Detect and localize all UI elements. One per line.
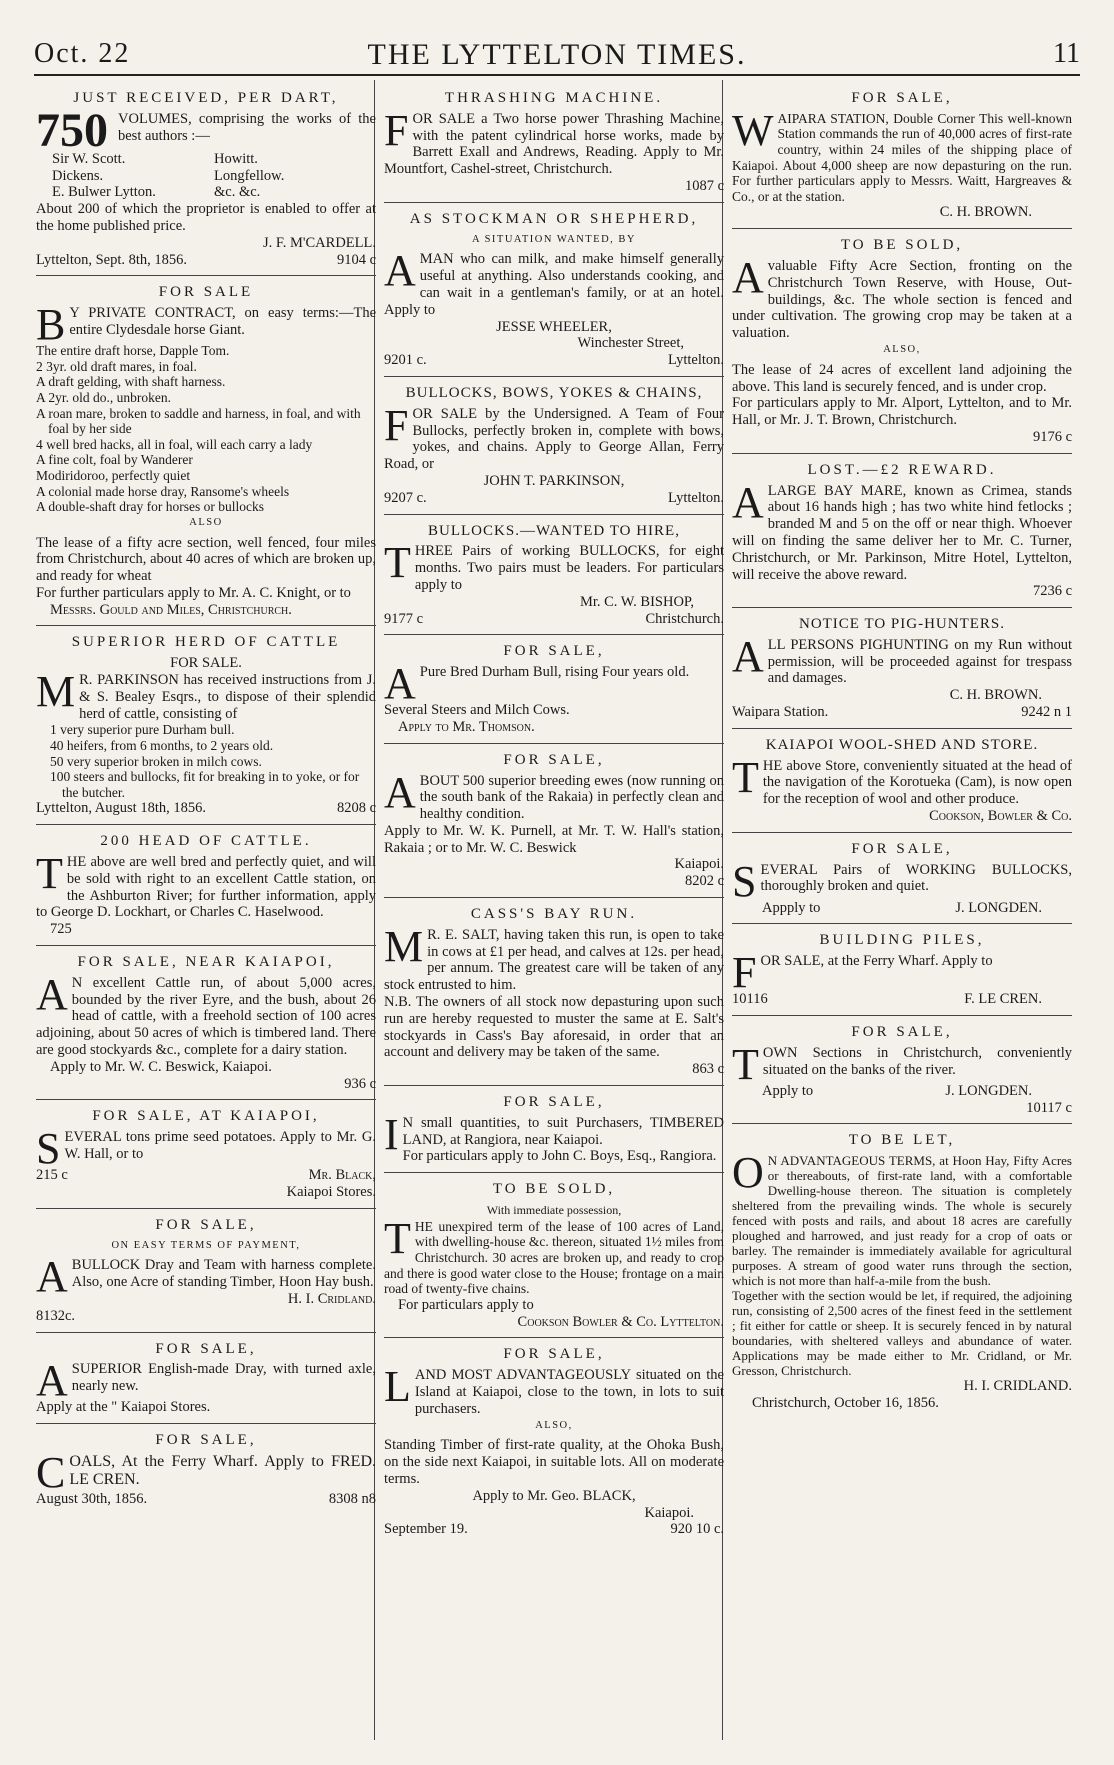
ad-text: valuable Fifty Acre Section, fronting on the Christchurch Town Reserve, with House, Out-buildings, &c. The whole section is fenced and under cultivation. The growing crop may be taken at a valuation. — [732, 257, 1072, 342]
ad-text: MAN who can milk, and make himself generally useful at anything. Also understands cooking, and can wait in a gentleman's family, or at an hotel. Apply to — [384, 251, 724, 318]
drop-cap: S — [732, 856, 757, 906]
ad-text: LARGE BAY MARE, known as Crimea, stands about 16 hands high ; has two white hind fetlocks ; branded M and 5 on the off or near thigh. Whoever will on finding the same deliver her to Mr. C. Turner, Christchurch, or Mr. Parkinson, Mitre Hotel, Lyttelton, will receive the above reward. — [732, 482, 1072, 583]
ad-ref: 10117 c — [1026, 1099, 1072, 1116]
ad-contact: JOHN T. PARKINSON, — [483, 472, 625, 489]
newspaper-title: THE LYTTELTON TIMES. — [367, 38, 747, 71]
ad-footer — [36, 1491, 376, 1508]
ad-200-head — [36, 825, 376, 946]
also-label: ALSO, — [535, 1419, 573, 1431]
ad-text: R. E. SALT, having taken this run, is open to take in cows at £1 per head, and calves at 12s. per head, per annum. The greatest care will be taken of any stock entrusted to him. — [384, 926, 724, 994]
ad-wool-shed — [732, 729, 1072, 833]
ad-ref: 9177 c — [384, 610, 424, 627]
list-item: 50 very superior broken in milch cows. — [50, 753, 262, 769]
issue-date: Oct. 22 — [34, 38, 131, 69]
ad-text: HE above are well bred and perfectly quiet, and will be sold with right to an excellent Cattle station, on the Ashburton River; for further information, apply to George D. Lockhart, or Charles C. Haselwood. — [36, 854, 376, 921]
ad-stockman — [384, 203, 724, 377]
ad-place: Lyttelton. — [668, 489, 724, 506]
drop-cap: A — [732, 477, 764, 527]
ad-ref: 920 10 c. — [670, 1521, 724, 1538]
ad-text: OWN Sections in Christchurch, conveniently situated on the banks of the river. — [762, 1044, 1072, 1078]
ad-contact: JESSE WHEELER, — [496, 318, 612, 335]
ad-body: Together with the section would be let, if required, the adjoining run, consisting of 2,500 acres of the finest feed in the settlement ; fit either for cattle or sheep. It is securely fenced in by natural boundaries, with sheltered valleys and abundance of water. Applications may be made either to Mr. Cridland, or Mr. Gresson, Christchurch. — [732, 1288, 1072, 1379]
ad-footer — [36, 1167, 376, 1184]
list-item: A draft gelding, with shaft harness. — [36, 374, 226, 390]
ad-body: The lease of 24 acres of excellent land adjoining the above. This land is securely fenced, and is under crop. — [732, 361, 1072, 395]
ad-text: HE above Store, conveniently situated at the head of the navigation of the Korotueka (Cam), is now open for the reception of wool and other produce. — [762, 757, 1072, 808]
ad-lease — [384, 1173, 724, 1338]
ad-body: Several Steers and Milch Cows. — [384, 702, 570, 719]
drop-cap: M — [384, 921, 424, 971]
ad-text: N small quantities, to suit Purchasers, TIMBERED LAND, at Rangiora, near Kaiapoi. — [402, 1114, 724, 1148]
big-number: 750 — [36, 103, 108, 157]
ad-text: N ADVANTAGEOUS TERMS, at Hoon Hay, Fifty Acres or thereabouts, of first-rate land, with a comfortable Dwelling-house thereon. The situation is completely sheltered from the prevailing winds. The whole is securely fenced with posts and rails, and about 18 acres are carefully ploughed and harrowed, and just ready for a crop of oats or barley. The remainder is immediately available for agricultural purposes. A stream of good water runs through the section, which is not more than half-a-mile from the bush. — [732, 1153, 1072, 1289]
ad-heading: FOR SALE, NEAR KAIAPOI, — [77, 954, 335, 971]
also-label: ALSO — [189, 516, 223, 528]
ad-place: Lyttelton. — [668, 352, 724, 369]
ad-footer — [732, 1083, 1072, 1100]
ad-heading: TO BE SOLD, — [840, 237, 964, 254]
ad-heading: AS STOCKMAN OR SHEPHERD, — [409, 210, 699, 227]
authors-list — [36, 151, 376, 201]
drop-cap: A — [384, 246, 416, 296]
ad-contact: J. LONGDEN. — [945, 1082, 1032, 1099]
ad-body: Standing Timber of first-rate quality, at the Ohoka Bush, on the side next Kaiapoi, in suitable lots. All on moderate terms. — [384, 1437, 724, 1487]
ad-signature: H. I. CRIDLAND. — [963, 1378, 1072, 1395]
ad-heading: FOR SALE, — [503, 643, 605, 660]
drop-cap: A — [384, 767, 416, 817]
author: Dickens. — [52, 167, 104, 184]
ad-text: LL PERSONS PIGHUNTING on my Run without permission, will be proceeded against for trespass and damages. — [767, 636, 1072, 687]
ad-ref: 8132c. — [36, 1307, 76, 1324]
ad-apply: Apply to — [762, 1082, 814, 1099]
ad-ref: 9207 c. — [384, 489, 427, 506]
ad-signature: Messrs. Gould and Miles, Christchurch. — [50, 601, 292, 618]
ad-footer — [732, 900, 1072, 917]
ad-signature: Cookson, Bowler & Co. — [929, 808, 1072, 825]
list-item: 100 steers and bullocks, fit for breaking in to yoke, or for the butcher. — [50, 769, 360, 800]
ad-fifty-acre — [732, 229, 1072, 454]
ad-contact: Mr. C. W. BISHOP, — [579, 593, 694, 610]
ad-durham-bull — [384, 635, 724, 743]
ad-footer — [36, 800, 376, 817]
ad-apply: Appply to — [762, 899, 821, 916]
ad-ref: 863 c — [692, 1061, 724, 1078]
ad-text: OR SALE, at the Ferry Wharf. Apply to — [760, 953, 993, 970]
ad-ref: 1087 c — [684, 177, 724, 194]
ad-ewes — [384, 744, 724, 898]
ad-heading: SUPERIOR HERD OF CATTLE — [71, 634, 341, 651]
item-list — [36, 343, 376, 515]
ad-place: Christchurch. — [645, 610, 724, 627]
author: &c. &c. — [214, 184, 261, 201]
ad-place: August 30th, 1856. — [36, 1490, 148, 1507]
ad-potatoes — [36, 1100, 376, 1208]
ad-text: OR SALE by the Undersigned. A Team of Four Bullocks, perfectly broken in, complete with bows, yokes, and chains. Apply to George Allan, Ferry Road, or — [384, 405, 724, 473]
ad-footer — [36, 252, 376, 269]
ad-signature: Cookson Bowler & Co. Lyttelton. — [517, 1313, 724, 1330]
ad-subheading: FOR SALE. — [170, 655, 242, 672]
ad-note: N.B. The owners of all stock now depasturing upon such run are hereby requested to muster the same at E. Salt's stockyards in Cass's Bay aforesaid, in order that an account and delivery may be taken of the same. — [384, 994, 724, 1061]
ad-ref: 9242 n 1 — [1021, 704, 1072, 721]
ad-heading: BULLOCKS.—WANTED TO HIRE, — [428, 522, 680, 539]
ad-heading: LOST.—£2 REWARD. — [807, 461, 997, 478]
drop-cap: O — [732, 1148, 764, 1198]
ad-footer — [384, 1521, 724, 1538]
ad-cass-bay — [384, 898, 724, 1086]
ad-footer — [384, 611, 724, 628]
drop-cap: T — [36, 849, 63, 899]
ad-signature: C. H. BROWN. — [939, 204, 1032, 221]
ad-text: HREE Pairs of working BULLOCKS, for eight months. Two pairs must be leaders. For particulars apply to — [414, 543, 724, 593]
ad-apply: For particulars apply to — [398, 1296, 534, 1313]
ad-heading: JUST RECEIVED, PER DART, — [73, 90, 339, 106]
ad-heading: THRASHING MACHINE. — [444, 90, 664, 106]
ad-footer — [732, 704, 1072, 721]
also-label: ALSO, — [883, 343, 921, 355]
list-item: A roan mare, broken to saddle and harness, in foal, and with foal by her side — [36, 405, 361, 437]
ad-ref: 9176 c — [1032, 428, 1072, 445]
drop-cap: L — [384, 1362, 411, 1412]
ad-text: EVERAL Pairs of WORKING BULLOCKS, thoroughly broken and quiet. — [760, 861, 1072, 895]
ad-heading: FOR SALE, — [155, 1432, 257, 1449]
ad-contact: F. LE CREN. — [964, 991, 1042, 1008]
drop-cap: A — [732, 252, 764, 302]
ad-place: Waipara Station. — [732, 704, 829, 721]
ad-footer — [732, 991, 1072, 1008]
drop-cap: T — [732, 752, 759, 802]
ad-timbered-land — [384, 1086, 724, 1173]
ad-heading: BULLOCKS, BOWS, YOKES & CHAINS, — [405, 384, 703, 401]
ad-text: AND MOST ADVANTAGEOUSLY situated on the Island at Kaiapoi, close to the town, in lots to suit purchasers. — [414, 1367, 724, 1417]
ad-place: Lyttelton, Sept. 8th, 1856. — [36, 251, 188, 268]
drop-cap: B — [36, 300, 66, 350]
ad-address: Winchester Street, — [577, 335, 684, 352]
ad-place: Kaiapoi. — [644, 1504, 694, 1521]
ad-signature: J. F. M'CARDELL. — [262, 234, 376, 251]
ad-waipara-station — [732, 82, 1072, 229]
ad-ref: 8308 n8 — [328, 1490, 376, 1507]
ad-text: Y PRIVATE CONTRACT, on easy terms:—The entire Clydesdale horse Giant. — [69, 305, 376, 338]
drop-cap: F — [732, 948, 757, 998]
ad-place: Kaiapoi. — [674, 856, 724, 873]
ad-apply: Apply to Mr. Geo. BLACK, — [472, 1487, 636, 1504]
ad-ref: 8202 c — [684, 873, 724, 890]
ad-heading: TO BE SOLD, — [492, 1181, 616, 1198]
ad-heading: BUILDING PILES, — [819, 932, 985, 949]
ad-heading: CASS'S BAY RUN. — [470, 906, 638, 923]
author: Howitt. — [214, 150, 258, 167]
column-3 — [732, 82, 1072, 1419]
drop-cap: F — [384, 400, 409, 450]
ad-heading: FOR SALE, AT KAIAPOI, — [92, 1108, 320, 1125]
ad-text: R. PARKINSON has received instructions from J. & S. Bealey Esqrs., to dispose of their splendid herd of cattle, consisting of — [79, 672, 376, 722]
ad-place: Kaiapoi Stores. — [286, 1183, 376, 1200]
drop-cap: A — [384, 659, 416, 709]
ad-private-contract — [36, 276, 376, 626]
ad-heading: FOR SALE, — [503, 1346, 605, 1363]
ad-subheading: A SITUATION WANTED, BY — [471, 233, 637, 245]
ad-apply: Apply at the " Kaiapoi Stores. — [36, 1399, 211, 1416]
ad-heading: FOR SALE, — [851, 840, 953, 857]
column-2 — [384, 82, 724, 1545]
ad-heading: 200 HEAD OF CATTLE. — [100, 833, 312, 850]
list-item: Modiridoroo, perfectly quiet — [36, 467, 191, 483]
ad-ref: 7236 c — [1032, 583, 1072, 600]
ad-text: OR SALE a Two horse power Thrashing Machine, with the patent cylindrical horse works, made by Barrett Exall and Andrews, Reading. Apply to Mr. Mountfort, Cashel-street, Christchurch. — [384, 110, 724, 178]
ad-text: BOUT 500 superior breeding ewes (now running on the south bank of the Rakaia) in perfectly clean and healthy condition. — [419, 772, 724, 823]
list-item: 2 3yr. old draft mares, in foal. — [36, 358, 197, 374]
ad-heading: FOR SALE, — [155, 1340, 257, 1357]
author: Longfellow. — [214, 167, 285, 184]
drop-cap: T — [732, 1039, 759, 1089]
masthead-rule — [34, 74, 1080, 76]
list-item: The entire draft horse, Dapple Tom. — [36, 343, 230, 359]
drop-cap: S — [36, 1124, 61, 1174]
ad-apply: Apply to Mr. Thomson. — [398, 718, 535, 735]
ad-footer — [384, 352, 724, 369]
ad-island-land — [384, 1338, 724, 1545]
list-item: 1 very superior pure Durham bull. — [50, 722, 235, 738]
ad-heading: FOR SALE, — [503, 751, 605, 768]
ad-books — [36, 82, 376, 276]
ad-text: SUPERIOR English-made Dray, with turned axle, nearly new. — [71, 1361, 376, 1395]
ad-apply: Apply to Mr. W. K. Purnell, at Mr. T. W. Hall's station, Rakaia ; or to Mr. W. C. Beswick — [384, 822, 724, 856]
ad-lost-mare — [732, 454, 1072, 608]
drop-cap: W — [732, 105, 774, 155]
ad-date: September 19. — [384, 1521, 468, 1538]
ad-subheading: With immediate possession, — [486, 1203, 622, 1218]
ad-heading: FOR SALE, — [503, 1094, 605, 1111]
ad-bullocks-bows — [384, 377, 724, 515]
ad-coals — [36, 1424, 376, 1515]
ad-text: N excellent Cattle run, of about 5,000 acres, bounded by the river Eyre, and the bush, about 26 head of cattle, with a freehold section of 100 acres adjoining, about 50 acres of which is timbered land. There are good stockyards &c., complete for a dairy station. — [36, 974, 376, 1058]
drop-cap: A — [732, 631, 764, 681]
list-item: A colonial made horse dray, Ransome's wheels — [36, 483, 290, 499]
ad-bullock-dray — [36, 1209, 376, 1333]
drop-cap: A — [36, 1356, 68, 1406]
ad-pig-hunters — [732, 608, 1072, 729]
ad-building-piles — [732, 924, 1072, 1016]
ad-heading: FOR SALE, — [851, 90, 953, 106]
ad-heading: FOR SALE, — [851, 1024, 953, 1041]
ad-heading: TO BE LET, — [848, 1132, 956, 1149]
drop-cap: F — [384, 105, 409, 155]
drop-cap: I — [384, 1109, 399, 1159]
list-item: A fine colt, foal by Wanderer — [36, 452, 193, 468]
ad-apply: For particulars apply to Mr. Alport, Lyttelton, and to Mr. Hall, or Mr. J. T. Brown, Christchurch. — [732, 395, 1072, 429]
column-1 — [36, 82, 376, 1515]
ad-footer — [384, 490, 724, 507]
ad-ref: 215 c — [36, 1167, 68, 1184]
ad-apply: Apply to Mr. W. C. Beswick, Kaiapoi. — [50, 1058, 272, 1075]
ad-dray — [36, 1333, 376, 1425]
ad-ref: 9201 c. — [384, 352, 427, 369]
ad-text: BULLOCK Dray and Team with harness complete. Also, one Acre of standing Timber, Hoon Hay bush. — [71, 1257, 376, 1291]
ad-text: OALS, At the Ferry Wharf. Apply to FRED. LE CREN. — [69, 1452, 376, 1488]
list-item: A double-shaft dray for horses or bullocks — [36, 499, 264, 515]
drop-cap: C — [36, 1447, 66, 1497]
author: E. Bulwer Lytton. — [52, 184, 156, 201]
ad-apply: For further particulars apply to Mr. A. C. Knight, or to — [36, 584, 351, 601]
drop-cap: T — [384, 538, 411, 588]
ad-heading: KAIAPOI WOOL-SHED AND STORE. — [765, 736, 1039, 753]
ad-thrashing-machine — [384, 82, 724, 203]
drop-cap: A — [36, 1252, 68, 1302]
ad-place: Christchurch, October 16, 1856. — [752, 1395, 939, 1412]
ad-text: HE unexpired term of the lease of 100 acres of Land, with dwelling-house &c. thereon, situated 1½ miles from Christchurch. 30 acres are broken up, and ready to crop and there is good water close to the House; frontage on a main road of twenty-five chains. — [384, 1218, 724, 1297]
ad-text: EVERAL tons prime seed potatoes. Apply to Mr. G. W. Hall, or to — [64, 1129, 376, 1162]
ad-apply: For particulars apply to John C. Boys, Esq., Rangiora. — [402, 1148, 717, 1165]
page-number: 11 — [1053, 38, 1080, 69]
author: Sir W. Scott. — [52, 150, 126, 167]
list-item: 40 heifers, from 6 months, to 2 years old. — [50, 738, 274, 754]
ad-kaiapoi-run — [36, 946, 376, 1100]
ad-text: AIPARA STATION, Double Corner This well-known Station commands the run of 40,000 acres of first-rate country, within 24 miles of the shipping place of Kaiapoi. About 4,000 sheep are now depasturing on the run. For further particulars apply to Messrs. Waitt, Hargreaves & Co., or at the station. — [732, 110, 1072, 204]
ad-body: About 200 of which the proprietor is enabled to offer at the home published price. — [36, 201, 376, 234]
ad-working-bullocks — [732, 833, 1072, 925]
ad-ref: 936 c — [344, 1075, 376, 1092]
item-list — [36, 722, 376, 800]
ad-body: The lease of a fifty acre section, well fenced, four miles from Christchurch, about 40 acres of which are broken up, and ready for wheat — [36, 534, 376, 585]
ad-contact: Mr. Black, — [308, 1167, 376, 1184]
ad-signature: H. I. Cridland. — [287, 1290, 376, 1307]
ad-ref: 725 — [50, 921, 72, 938]
ad-to-let — [732, 1124, 1072, 1418]
ad-heading: FOR SALE, — [155, 1216, 257, 1233]
ad-text: Pure Bred Durham Bull, rising Four years old. — [419, 664, 690, 681]
drop-cap: T — [384, 1213, 411, 1263]
drop-cap: M — [36, 667, 76, 717]
ad-heading: FOR SALE — [158, 284, 254, 301]
ad-ref: 8208 c — [336, 800, 376, 817]
ad-contact: J. LONGDEN. — [955, 899, 1042, 916]
ad-heading: NOTICE TO PIG-HUNTERS. — [798, 616, 1006, 633]
ad-town-sections — [732, 1016, 1072, 1124]
ad-ref: 10116 — [732, 991, 768, 1008]
ad-bullocks-hire — [384, 515, 724, 636]
list-item: A 2yr. old do., unbroken. — [36, 389, 171, 405]
ad-place: Lyttelton, August 18th, 1856. — [36, 800, 206, 817]
list-item: 4 well bred hacks, all in foal, will each carry a lady — [36, 436, 313, 452]
ad-cattle-herd — [36, 626, 376, 825]
ad-subheading: ON EASY TERMS OF PAYMENT, — [111, 1239, 301, 1251]
ad-signature: C. H. BROWN. — [949, 687, 1042, 704]
ad-text: VOLUMES, comprising the works of the best authors :— — [118, 110, 376, 144]
masthead — [34, 38, 1080, 74]
drop-cap: A — [36, 969, 68, 1019]
ad-ref: 9104 c — [336, 251, 376, 268]
